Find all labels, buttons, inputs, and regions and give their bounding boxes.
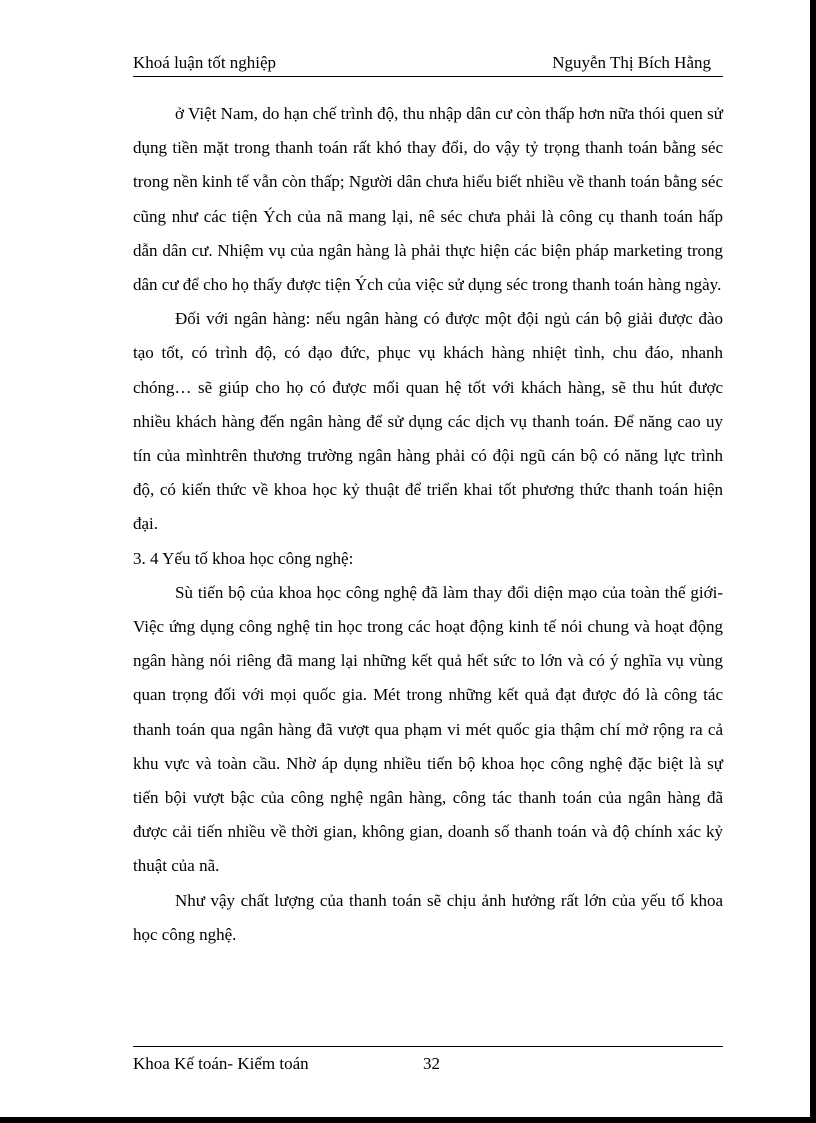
paragraph-bank-staff: Đối với ngân hàng: nếu ngân hàng có được một đội ngủ cán bộ giải được đào tạo tốt, có trình độ, có đạo đức, phục vụ khách hàng nhiệt tình, chu đáo, nhanh chóng… sẽ giúp cho họ có được mối quan hệ tốt với khách hàng, sẽ thu hút được nhiều khách hàng đến ngân hàng để sử dụng các dịch vụ thanh toán. Để năng cao uy tín của mìnhtrên thương trường ngân hàng phải có đội ngũ cán bộ có năng lực trình độ, có kiến thức về khoa học kỷ thuật để triển khai tốt phương thức thanh toán hiện đại. — [133, 309, 723, 534]
page-header — [133, 52, 723, 77]
paragraph-technology-progress: Sù tiến bộ của khoa học công nghệ đã làm thay đổi diện mạo của toàn thế giới- Việc ứng dụng công nghệ tin học trong các hoạt động kinh tế nói chung và hoạt động ngân hàng nói riêng đã mang lại những kết quả hết sức to lớn và có ý nghĩa vụ vùng quan trọng đối với mọi quốc gia. Mét trong những kết quả đạt được đó là công tác thanh toán qua ngân hàng đã vượt qua phạm vi mét quốc gia thậm chí mở rộng ra cả khu vực và toàn cầu. Nhờ áp dụng nhiều tiến bộ khoa học công nghệ đặc biệt là sự tiến bội vượt bậc của công nghệ ngân hàng, công tác thanh toán của ngân hàng đã được cải tiến nhiều về thời gian, không gian, doanh số thanh toán và độ chính xác kỷ thuật của nã. — [133, 582, 723, 876]
page-footer — [133, 1046, 723, 1077]
paragraph-conclusion: Như vậy chất lượng của thanh toán sẽ chịu ảnh hưởng rất lớn của yếu tố khoa học công nghệ. — [133, 890, 723, 944]
header-thesis-title: Khoá luận tốt nghiệp — [133, 53, 277, 72]
paragraph-cheque-payment: ở Việt Nam, do hạn chế trình độ, thu nhập dân cư còn thấp hơn nữa thói quen sử dụng tiền mặt trong thanh toán rất khó thay đổi, do vậy tỷ trọng thanh toán bằng séc trong nền kinh tế vẫn còn thấp; Người dân chưa hiểu biết nhiều về thanh toán bằng séc cũng như các tiện Ých của nã mang lại, nê séc chưa phải là công cụ thanh toán hấp dẫn dân cư. Nhiệm vụ của ngân hàng là phải thực hiện các biện pháp marketing trong dân cư để cho họ thấy được tiện Ých của việc sử dụng séc trong thanh toán hàng ngày. — [133, 104, 723, 295]
header-author-name: Nguyễn Thị Bích Hằng — [552, 53, 711, 72]
section-heading-technology: 3. 4 Yếu tố khoa học công nghệ: — [133, 548, 354, 568]
footer-department: Khoa Kế toán- Kiểm toán — [133, 1054, 309, 1073]
document-body — [133, 97, 723, 952]
page-number: 32 — [423, 1054, 440, 1073]
